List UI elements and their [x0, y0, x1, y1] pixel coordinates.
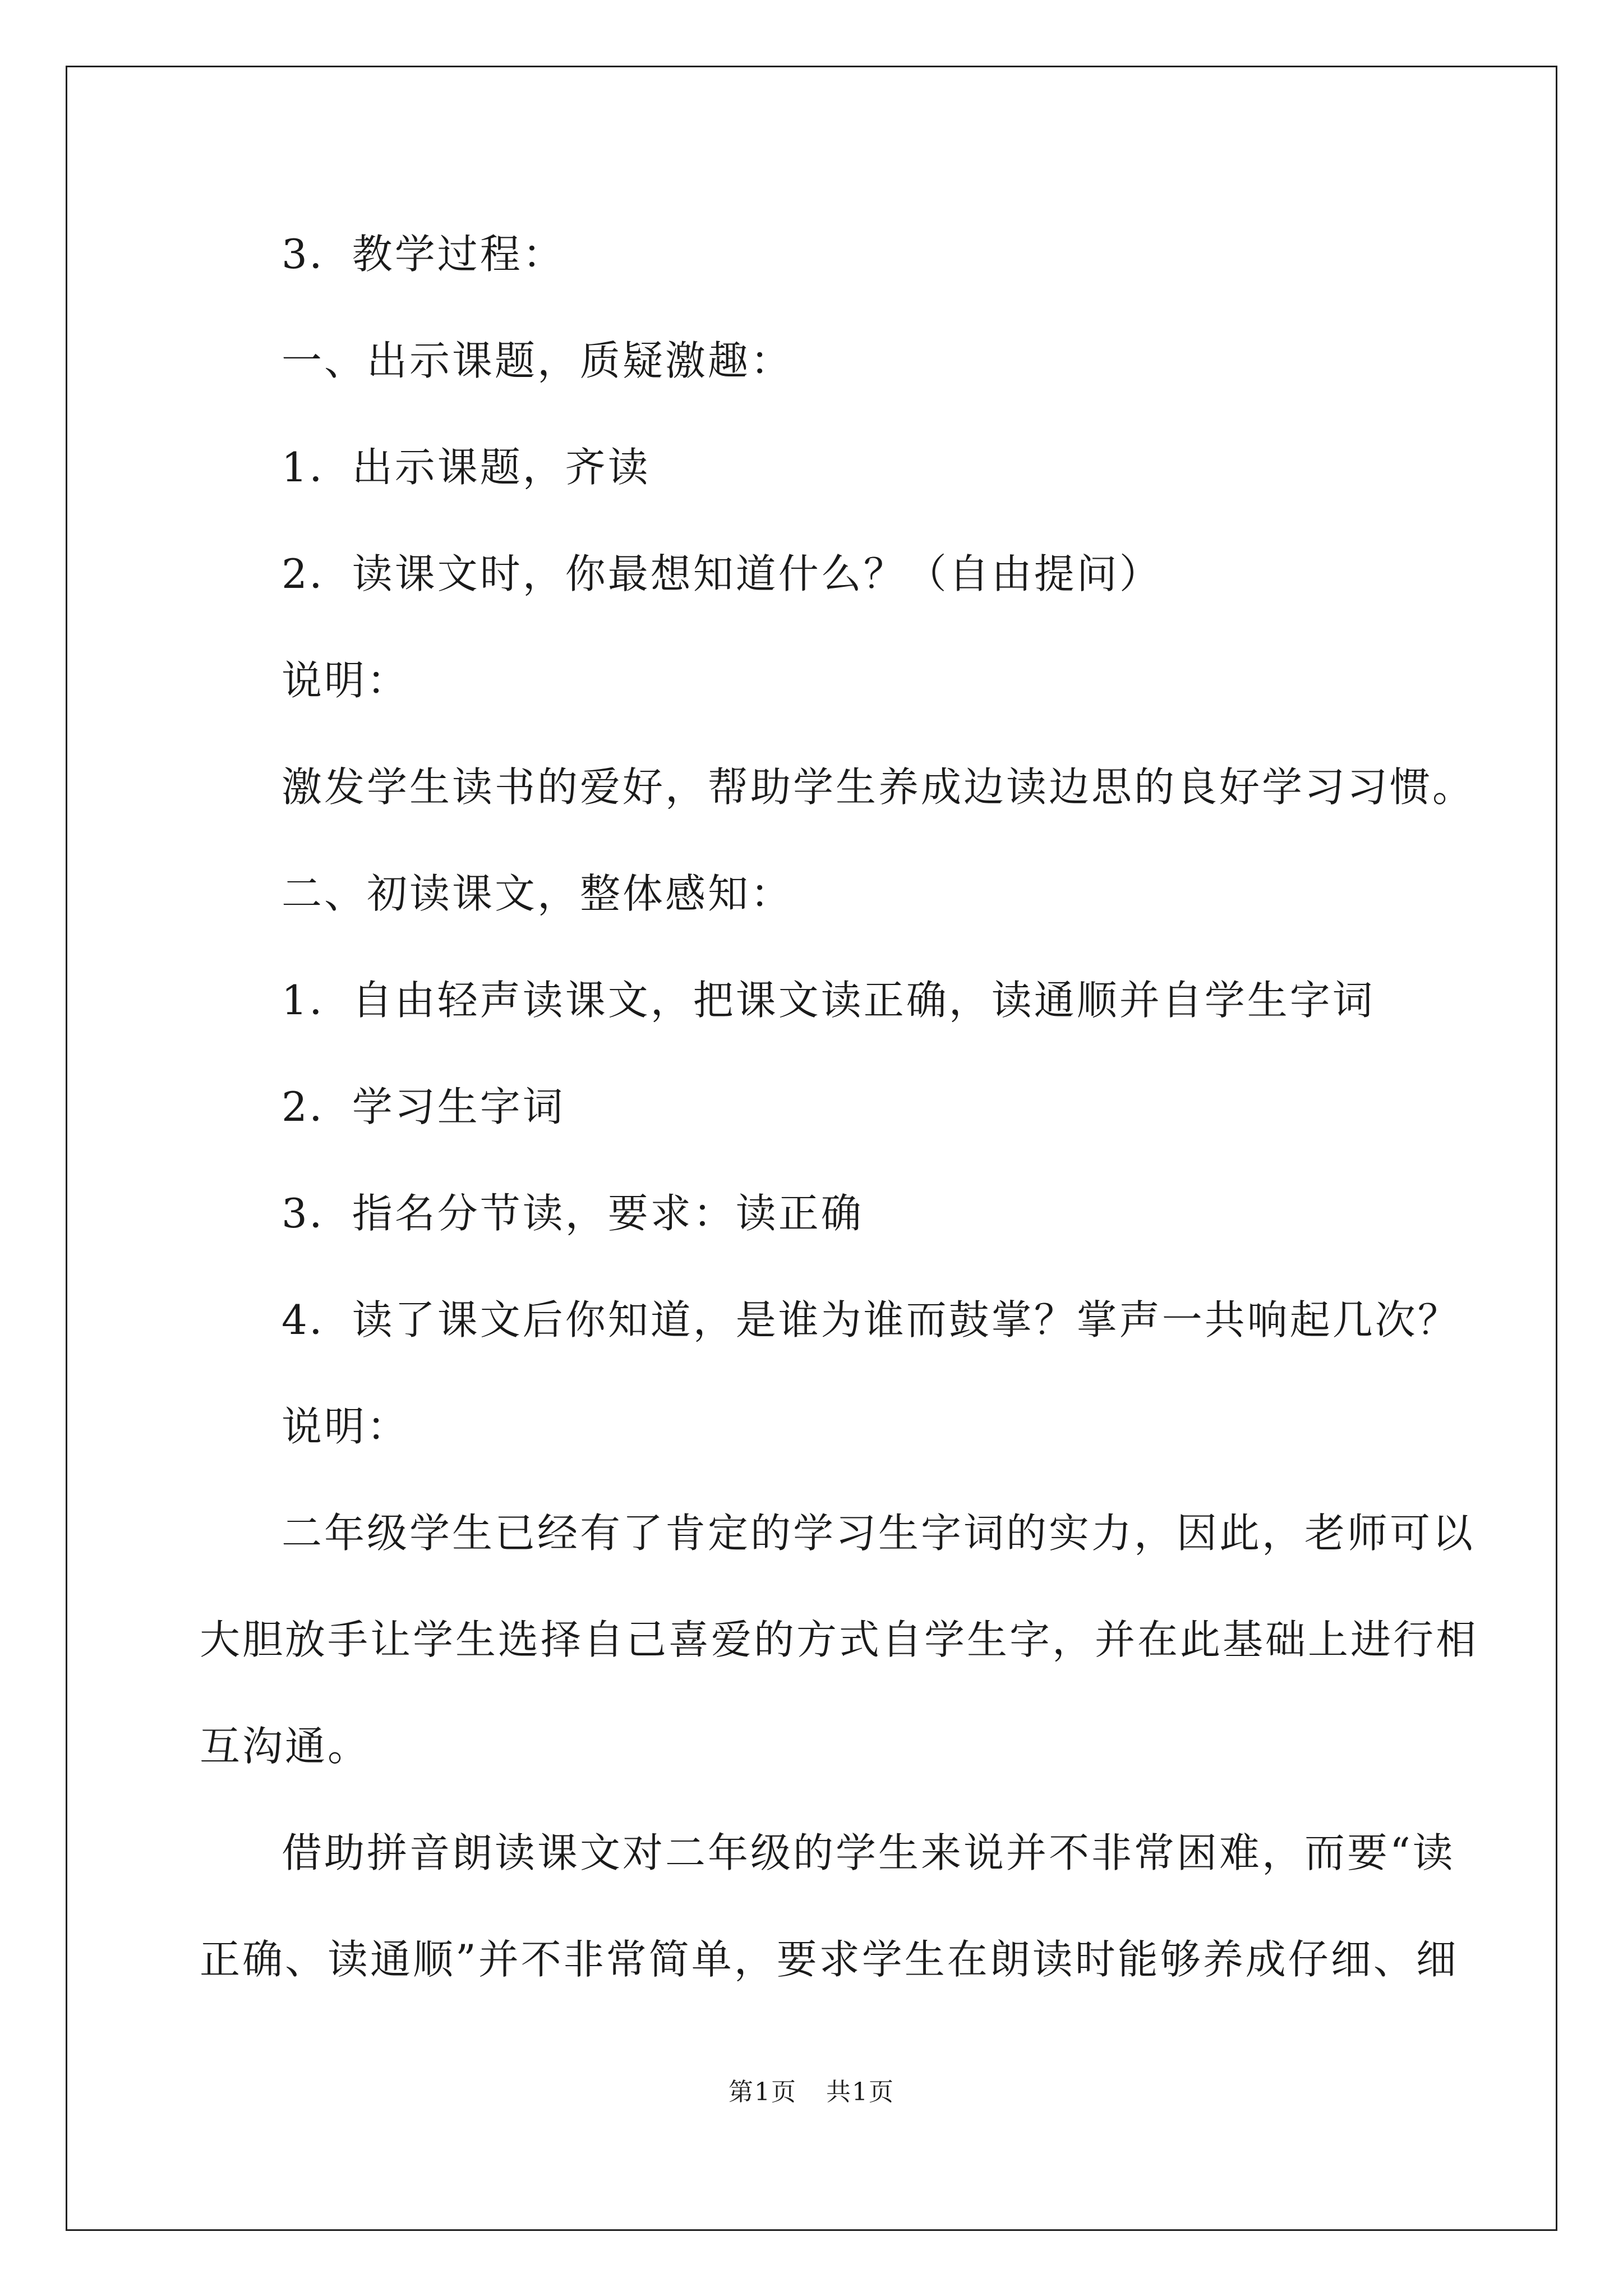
text-line: 一、出示课题，质疑激趣：	[282, 337, 794, 384]
text-line: 正确、读通顺”并不非常简单，要求学生在朗读时能够养成仔细、细	[200, 1936, 1459, 1983]
text-line: 2．读课文时，你最想知道什么？（自由提问）	[282, 550, 1162, 597]
text-line: 2．学习生字词	[282, 1083, 565, 1130]
text-line: 1．自由轻声读课文，把课文读正确，读通顺并自学生字词	[282, 977, 1375, 1024]
text-line: 二年级学生已经有了肯定的学习生字词的实力，因此，老师可以	[282, 1510, 1476, 1557]
text-line: 说明：	[282, 1403, 410, 1450]
page-total: 共1页	[826, 2078, 895, 2106]
text-line: 1．出示课题，齐读	[282, 444, 651, 491]
page-footer	[67, 2076, 1556, 2109]
page-border	[66, 66, 1557, 2231]
text-line: 二、初读课文，整体感知：	[282, 870, 794, 917]
page-number: 第1页	[728, 2078, 797, 2106]
text-line: 互沟通。	[200, 1723, 371, 1770]
text-line: 4．读了课文后你知道，是谁为谁而鼓掌？掌声一共响起几次？	[282, 1296, 1460, 1343]
document-body	[67, 67, 1556, 2229]
text-line: 3．指名分节读，要求：读正确	[282, 1190, 864, 1237]
text-line: 3．教学过程：	[282, 231, 565, 278]
text-line: 说明：	[282, 657, 410, 704]
text-line: 大胆放手让学生选择自己喜爱的方式自学生字，并在此基础上进行相	[200, 1616, 1479, 1663]
text-line: 借助拼音朗读课文对二年级的学生来说并不非常困难，而要“读	[282, 1829, 1455, 1876]
text-line: 激发学生读书的爱好，帮助学生养成边读边思的良好学习习惯。	[282, 763, 1476, 811]
